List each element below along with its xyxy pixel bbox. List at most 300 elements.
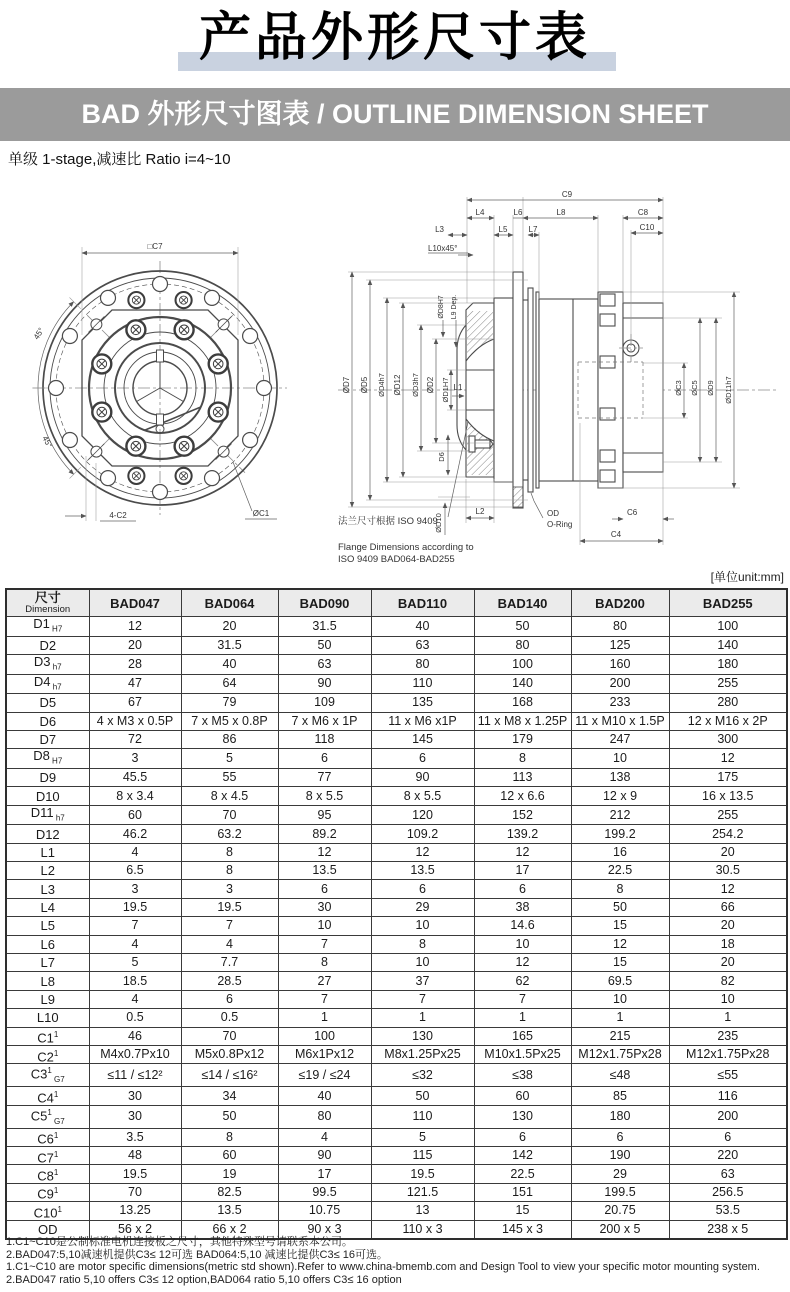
value-cell: 56 x 2 xyxy=(89,1220,181,1239)
drawing-label-L4: L4 xyxy=(475,208,485,217)
value-cell: 6 xyxy=(371,749,474,769)
row-label-C3: $C3^1$ $_{G7}$ xyxy=(6,1064,89,1087)
value-cell: 0.5 xyxy=(89,1009,181,1027)
row-label-D2: D2 xyxy=(6,636,89,654)
value-cell: 17 xyxy=(278,1165,371,1183)
value-cell: 6 xyxy=(371,880,474,898)
value-cell: 5 xyxy=(371,1128,474,1146)
value-cell: 6 xyxy=(474,1128,571,1146)
value-cell: 22.5 xyxy=(571,862,669,880)
table-row-L5 xyxy=(6,917,787,935)
value-cell: 29 xyxy=(371,898,474,916)
row-label-L9: L9 xyxy=(6,990,89,1008)
value-cell: 13.5 xyxy=(371,862,474,880)
drawing-label-ØD7: ØD7 xyxy=(342,376,351,394)
value-cell: 46 xyxy=(89,1027,181,1045)
value-cell: 280 xyxy=(669,694,787,712)
value-cell: 34 xyxy=(181,1087,278,1105)
footnotes xyxy=(6,1236,760,1286)
value-cell: 199.2 xyxy=(571,825,669,843)
value-cell: 48 xyxy=(89,1147,181,1165)
value-cell: 200 x 5 xyxy=(571,1220,669,1239)
row-label-C10: $C10^1$ xyxy=(6,1202,89,1220)
value-cell: M6x1Px12 xyxy=(278,1046,371,1064)
table-body xyxy=(6,617,787,1239)
value-cell: 190 xyxy=(571,1147,669,1165)
value-cell: 38 xyxy=(474,898,571,916)
value-cell: 8 xyxy=(571,880,669,898)
value-cell: 55 xyxy=(181,768,278,786)
table-row-C1 xyxy=(6,1027,787,1045)
value-cell: 50 xyxy=(571,898,669,916)
value-cell: 27 xyxy=(278,972,371,990)
value-cell: 16 x 13.5 xyxy=(669,787,787,805)
value-cell: M5x0.8Px12 xyxy=(181,1046,278,1064)
value-cell: 1 xyxy=(474,1009,571,1027)
value-cell: 8 xyxy=(181,1128,278,1146)
column-header-BAD140: BAD140 xyxy=(474,589,571,617)
table-row-L10 xyxy=(6,1009,787,1027)
footnote-en-1: 1.C1~C10 are motor specific dimensions(metric std shown).Refer to www.china-bmemb.com and Design Tool to view your specific motor mounting system. xyxy=(6,1261,760,1274)
value-cell: 79 xyxy=(181,694,278,712)
value-cell: 18 xyxy=(669,935,787,953)
value-cell: 247 xyxy=(571,730,669,748)
value-cell: 28 xyxy=(89,654,181,674)
drawing-label-ØC5: ØC5 xyxy=(690,380,699,396)
row-label-L3: L3 xyxy=(6,880,89,898)
table-row-D6 xyxy=(6,712,787,730)
value-cell: ≤32 xyxy=(371,1064,474,1087)
row-label-OD: OD xyxy=(6,1220,89,1239)
value-cell: 6 xyxy=(278,749,371,769)
value-cell: 18.5 xyxy=(89,972,181,990)
value-cell: 233 xyxy=(571,694,669,712)
table-row-L6 xyxy=(6,935,787,953)
value-cell: 200 xyxy=(669,1105,787,1128)
row-label-D1: D1 $_{H7}$ xyxy=(6,617,89,637)
value-cell: 19.5 xyxy=(371,1165,474,1183)
table-row-L9 xyxy=(6,990,787,1008)
value-cell: 100 xyxy=(474,654,571,674)
value-cell: 6 xyxy=(181,990,278,1008)
value-cell: 62 xyxy=(474,972,571,990)
row-label-L6: L6 xyxy=(6,935,89,953)
value-cell: 8 x 4.5 xyxy=(181,787,278,805)
value-cell: 4 xyxy=(89,935,181,953)
value-cell: 20 xyxy=(181,617,278,637)
section-view-drawing xyxy=(330,185,790,570)
value-cell: 31.5 xyxy=(181,636,278,654)
value-cell: ≤38 xyxy=(474,1064,571,1087)
drawing-label-ØD9: ØD9 xyxy=(706,380,715,396)
value-cell: 8 xyxy=(474,749,571,769)
drawing-label-ØC1: ØC1 xyxy=(252,509,270,518)
value-cell: 66 xyxy=(669,898,787,916)
footnote-zh-1: 1.C1~C10是公制标准电机连接板之尺寸，其他特殊型号请联系本公司。 xyxy=(6,1236,353,1248)
value-cell: 77 xyxy=(278,768,371,786)
value-cell: 50 xyxy=(181,1105,278,1128)
table-row-D8 xyxy=(6,749,787,769)
drawing-label-C8: C8 xyxy=(637,208,649,217)
value-cell: 118 xyxy=(278,730,371,748)
value-cell: 37 xyxy=(371,972,474,990)
value-cell: 8 xyxy=(181,843,278,861)
value-cell: 70 xyxy=(181,805,278,825)
value-cell: 1 xyxy=(278,1009,371,1027)
value-cell: 199.5 xyxy=(571,1183,669,1201)
value-cell: 47 xyxy=(89,674,181,694)
drawing-label-C10: C10 xyxy=(639,223,655,232)
value-cell: 13.25 xyxy=(89,1202,181,1220)
value-cell: 30 xyxy=(89,1087,181,1105)
value-cell: 15 xyxy=(571,954,669,972)
value-cell: 40 xyxy=(181,654,278,674)
row-label-L7: L7 xyxy=(6,954,89,972)
drawing-label-ØD2: ØD2 xyxy=(426,376,435,394)
value-cell: 29 xyxy=(571,1165,669,1183)
footnote-zh-2: 2.BAD047:5,10减速机提供C3≤ 12可选 BAD064:5,10 减速比提供C3≤ 16可选。 xyxy=(6,1248,388,1261)
value-cell: 10 xyxy=(371,917,474,935)
drawing-label-45°: 45° xyxy=(40,434,55,450)
value-cell: 4 xyxy=(89,990,181,1008)
value-cell: 100 xyxy=(669,617,787,637)
row-label-C4: $C4^1$ xyxy=(6,1087,89,1105)
drawing-label-□C7: □C7 xyxy=(147,242,163,251)
drawing-label-ØD3h7: ØD3h7 xyxy=(411,373,420,397)
value-cell: 168 xyxy=(474,694,571,712)
value-cell: 8 xyxy=(181,862,278,880)
value-cell: 140 xyxy=(669,636,787,654)
column-header-BAD064: BAD064 xyxy=(181,589,278,617)
value-cell: 130 xyxy=(371,1027,474,1045)
value-cell: 10 xyxy=(371,954,474,972)
table-row-D7 xyxy=(6,730,787,748)
value-cell: 72 xyxy=(89,730,181,748)
value-cell: 145 xyxy=(371,730,474,748)
value-cell: 109.2 xyxy=(371,825,474,843)
value-cell: 10 xyxy=(571,990,669,1008)
value-cell: 110 xyxy=(371,1105,474,1128)
value-cell: 7 xyxy=(474,990,571,1008)
drawing-label-Flange Dimensions according to: Flange Dimensions according to xyxy=(338,542,474,553)
row-label-D5: D5 xyxy=(6,694,89,712)
value-cell: ≤48 xyxy=(571,1064,669,1087)
value-cell: 300 xyxy=(669,730,787,748)
value-cell: 200 xyxy=(571,674,669,694)
value-cell: 40 xyxy=(278,1087,371,1105)
value-cell: 215 xyxy=(571,1027,669,1045)
unit-note: [单位unit:mm] xyxy=(710,570,784,584)
dimension-table xyxy=(5,588,788,1240)
value-cell: 4 xyxy=(181,935,278,953)
value-cell: M8x1.25Px25 xyxy=(371,1046,474,1064)
value-cell: 12 xyxy=(371,843,474,861)
table-row-C4 xyxy=(6,1087,787,1105)
value-cell: 7.7 xyxy=(181,954,278,972)
value-cell: 53.5 xyxy=(669,1202,787,1220)
table-row-C7 xyxy=(6,1147,787,1165)
dimension-header-zh: 尺寸 xyxy=(34,590,61,605)
table-row-L2 xyxy=(6,862,787,880)
value-cell: 15 xyxy=(571,917,669,935)
value-cell: 30 xyxy=(89,1105,181,1128)
value-cell: 151 xyxy=(474,1183,571,1201)
row-label-D12: D12 xyxy=(6,825,89,843)
value-cell: M12x1.75Px28 xyxy=(571,1046,669,1064)
value-cell: 60 xyxy=(89,805,181,825)
value-cell: 63 xyxy=(371,636,474,654)
value-cell: 90 xyxy=(278,1147,371,1165)
value-cell: 12 xyxy=(474,843,571,861)
row-label-C2: $C2^1$ xyxy=(6,1046,89,1064)
value-cell: 175 xyxy=(669,768,787,786)
row-label-C9: $C9^1$ xyxy=(6,1183,89,1201)
drawing-label-法兰尺寸根据 ISO 9409: 法兰尺寸根据 ISO 9409 xyxy=(338,516,438,527)
value-cell: 80 xyxy=(571,617,669,637)
row-label-L1: L1 xyxy=(6,843,89,861)
value-cell: 90 xyxy=(371,768,474,786)
row-label-D7: D7 xyxy=(6,730,89,748)
value-cell: 120 xyxy=(371,805,474,825)
value-cell: 11 x M10 x 1.5P xyxy=(571,712,669,730)
drawing-label-ØC3: ØC3 xyxy=(674,380,683,396)
drawing-label-ØD8H7: ØD8H7 xyxy=(438,295,445,319)
value-cell: 50 xyxy=(371,1087,474,1105)
value-cell: 180 xyxy=(669,654,787,674)
value-cell: 13 xyxy=(371,1202,474,1220)
value-cell: 67 xyxy=(89,694,181,712)
row-label-C1: $C1^1$ xyxy=(6,1027,89,1045)
value-cell: 22.5 xyxy=(474,1165,571,1183)
row-label-L8: L8 xyxy=(6,972,89,990)
value-cell: M12x1.75Px28 xyxy=(669,1046,787,1064)
drawing-label-ISO 9409 BAD064-BAD255: ISO 9409 BAD064-BAD255 xyxy=(338,554,455,565)
value-cell: ≤19 / ≤24 xyxy=(278,1064,371,1087)
front-view-drawing xyxy=(5,185,335,565)
value-cell: 20 xyxy=(669,917,787,935)
drawing-label-OD: OD xyxy=(547,509,559,518)
value-cell: 7 x M5 x 0.8P xyxy=(181,712,278,730)
value-cell: 50 xyxy=(474,617,571,637)
value-cell: 12 xyxy=(474,954,571,972)
value-cell: 6 xyxy=(669,1128,787,1146)
value-cell: 12 xyxy=(571,935,669,953)
row-label-D4: D4 $_{h7}$ xyxy=(6,674,89,694)
drawing-label-4-C2: 4-C2 xyxy=(109,511,127,520)
value-cell: 17 xyxy=(474,862,571,880)
value-cell: 82 xyxy=(669,972,787,990)
dimension-header-en: Dimension xyxy=(25,604,71,615)
value-cell: 139.2 xyxy=(474,825,571,843)
dimension-header-cell xyxy=(6,589,89,617)
value-cell: 6 xyxy=(474,880,571,898)
value-cell: ≤11 / ≤12² xyxy=(89,1064,181,1087)
value-cell: 63 xyxy=(278,654,371,674)
value-cell: 8 x 5.5 xyxy=(278,787,371,805)
value-cell: 10.75 xyxy=(278,1202,371,1220)
value-cell: 140 xyxy=(474,674,571,694)
value-cell: 12 xyxy=(669,880,787,898)
table-row-D12 xyxy=(6,825,787,843)
value-cell: 7 xyxy=(89,917,181,935)
value-cell: 0.5 xyxy=(181,1009,278,1027)
value-cell: 31.5 xyxy=(278,617,371,637)
value-cell: 64 xyxy=(181,674,278,694)
value-cell: 30.5 xyxy=(669,862,787,880)
section-geometry xyxy=(457,272,663,508)
value-cell: 63.2 xyxy=(181,825,278,843)
table-row-C10 xyxy=(6,1202,787,1220)
drawing-label-L1: L1 xyxy=(453,383,463,392)
table-row-C5 xyxy=(6,1105,787,1128)
value-cell: 220 xyxy=(669,1147,787,1165)
table-row-C3 xyxy=(6,1064,787,1087)
drawing-label-ØD10: ØD10 xyxy=(434,513,443,533)
stage-ratio-subtitle: 单级 1-stage,减速比 Ratio i=4~10 xyxy=(8,151,231,168)
value-cell: 90 xyxy=(278,674,371,694)
value-cell: 66 x 2 xyxy=(181,1220,278,1239)
row-label-C7: $C7^1$ xyxy=(6,1147,89,1165)
row-label-D8: D8 $_{H7}$ xyxy=(6,749,89,769)
value-cell: 12 x M16 x 2P xyxy=(669,712,787,730)
table-row-L1 xyxy=(6,843,787,861)
value-cell: 110 x 3 xyxy=(371,1220,474,1239)
value-cell: 63 xyxy=(669,1165,787,1183)
value-cell: 16 xyxy=(571,843,669,861)
value-cell: 30 xyxy=(278,898,371,916)
value-cell: 7 xyxy=(278,990,371,1008)
value-cell: 85 xyxy=(571,1087,669,1105)
column-header-BAD200: BAD200 xyxy=(571,589,669,617)
table-row-L8 xyxy=(6,972,787,990)
value-cell: 69.5 xyxy=(571,972,669,990)
value-cell: 138 xyxy=(571,768,669,786)
value-cell: 11 x M8 x 1.25P xyxy=(474,712,571,730)
value-cell: 7 xyxy=(371,990,474,1008)
value-cell: 11 x M6 x1P xyxy=(371,712,474,730)
drawing-label-D6: D6 xyxy=(437,452,446,462)
drawing-label-C6: C6 xyxy=(627,508,638,517)
value-cell: 19.5 xyxy=(89,1165,181,1183)
drawing-label-O-Ring: O-Ring xyxy=(547,520,573,529)
table-row-C8 xyxy=(6,1165,787,1183)
value-cell: 5 xyxy=(89,954,181,972)
value-cell: 40 xyxy=(371,617,474,637)
value-cell: 82.5 xyxy=(181,1183,278,1201)
value-cell: 3 xyxy=(89,880,181,898)
table-row-D11 xyxy=(6,805,787,825)
value-cell: 19.5 xyxy=(89,898,181,916)
table-row-D10 xyxy=(6,787,787,805)
drawing-label-ØD5: ØD5 xyxy=(360,376,369,394)
value-cell: 8 x 5.5 xyxy=(371,787,474,805)
value-cell: 45.5 xyxy=(89,768,181,786)
value-cell: 255 xyxy=(669,674,787,694)
drawing-label-ØD4h7: ØD4h7 xyxy=(377,373,386,397)
value-cell: 8 x 3.4 xyxy=(89,787,181,805)
table-row-C6 xyxy=(6,1128,787,1146)
section-banner xyxy=(0,88,790,141)
drawing-label-ØD1H7: ØD1H7 xyxy=(441,377,450,403)
value-cell: 145 x 3 xyxy=(474,1220,571,1239)
value-cell: 4 xyxy=(278,1128,371,1146)
value-cell: 235 xyxy=(669,1027,787,1045)
value-cell: 95 xyxy=(278,805,371,825)
drawing-label-L9 Dep.: L9 Dep. xyxy=(451,294,458,320)
value-cell: 254.2 xyxy=(669,825,787,843)
row-label-C5: $C5^1$ $_{G7}$ xyxy=(6,1105,89,1128)
value-cell: 152 xyxy=(474,805,571,825)
row-label-L4: L4 xyxy=(6,898,89,916)
drawing-label-45°: 45° xyxy=(31,326,46,342)
value-cell: 60 xyxy=(181,1147,278,1165)
table-row-D1 xyxy=(6,617,787,637)
column-header-BAD110: BAD110 xyxy=(371,589,474,617)
value-cell: 6 xyxy=(571,1128,669,1146)
table-row-D9 xyxy=(6,768,787,786)
value-cell: 70 xyxy=(181,1027,278,1045)
drawing-label-ØD11h7: ØD11h7 xyxy=(724,376,733,404)
table-row-D2 xyxy=(6,636,787,654)
drawing-label-L5: L5 xyxy=(498,225,508,234)
drawing-label-ØD12: ØD12 xyxy=(393,374,402,396)
drawing-label-C4: C4 xyxy=(610,530,622,539)
value-cell: 10 xyxy=(571,749,669,769)
value-cell: 10 xyxy=(278,917,371,935)
table-row-C2 xyxy=(6,1046,787,1064)
value-cell: 1 xyxy=(669,1009,787,1027)
value-cell: 238 x 5 xyxy=(669,1220,787,1239)
value-cell: 4 xyxy=(89,843,181,861)
value-cell: 46.2 xyxy=(89,825,181,843)
section-banner-text: BAD 外形尺寸图表 / OUTLINE DIMENSION SHEET xyxy=(81,99,709,129)
value-cell: 7 xyxy=(278,935,371,953)
value-cell: 7 xyxy=(181,917,278,935)
value-cell: 125 xyxy=(571,636,669,654)
value-cell: M10x1.5Px25 xyxy=(474,1046,571,1064)
table-row-D5 xyxy=(6,694,787,712)
value-cell: 12 xyxy=(89,617,181,637)
value-cell: 4 x M3 x 0.5P xyxy=(89,712,181,730)
row-label-D10: D10 xyxy=(6,787,89,805)
value-cell: 90 x 3 xyxy=(278,1220,371,1239)
table-row-L7 xyxy=(6,954,787,972)
value-cell: 5 xyxy=(181,749,278,769)
drawing-label-C9: C9 xyxy=(561,190,573,199)
footnote-en-2: 2.BAD047 ratio 5,10 offers C3≤ 12 option,BAD064 ratio 5,10 offers C3≤ 16 option xyxy=(6,1273,402,1286)
value-cell: 28.5 xyxy=(181,972,278,990)
row-label-L2: L2 xyxy=(6,862,89,880)
value-cell: 100 xyxy=(278,1027,371,1045)
value-cell: 3 xyxy=(89,749,181,769)
value-cell: 1 xyxy=(371,1009,474,1027)
value-cell: 99.5 xyxy=(278,1183,371,1201)
table-row-L4 xyxy=(6,898,787,916)
value-cell: 60 xyxy=(474,1087,571,1105)
value-cell: 80 xyxy=(474,636,571,654)
value-cell: ≤55 xyxy=(669,1064,787,1087)
drawing-label-L7: L7 xyxy=(528,225,538,234)
value-cell: 109 xyxy=(278,694,371,712)
value-cell: 180 xyxy=(571,1105,669,1128)
value-cell: 19.5 xyxy=(181,898,278,916)
row-label-C8: $C8^1$ xyxy=(6,1165,89,1183)
value-cell: 212 xyxy=(571,805,669,825)
value-cell: 12 xyxy=(278,843,371,861)
drawing-label-L6: L6 xyxy=(513,208,523,217)
column-header-BAD255: BAD255 xyxy=(669,589,787,617)
row-label-L10: L10 xyxy=(6,1009,89,1027)
